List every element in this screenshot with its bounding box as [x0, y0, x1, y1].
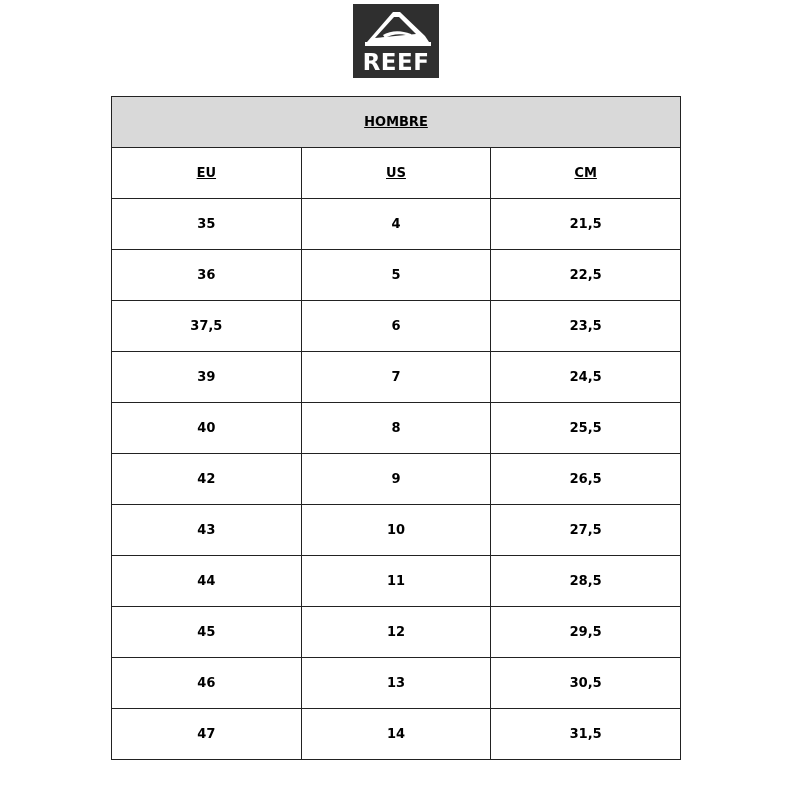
- cell-cm: 21,5: [491, 199, 681, 250]
- table-body: [112, 199, 681, 760]
- column-header-us: [301, 148, 491, 199]
- cell-us: 6: [301, 301, 491, 352]
- table-row: [112, 709, 681, 760]
- cell-cm: 25,5: [491, 403, 681, 454]
- cell-eu: 36: [112, 250, 302, 301]
- cell-cm: 22,5: [491, 250, 681, 301]
- column-header-eu-text: EU: [196, 165, 217, 181]
- cell-us: 9: [301, 454, 491, 505]
- table-row: [112, 403, 681, 454]
- cell-cm: 30,5: [491, 658, 681, 709]
- table-header-row: [112, 148, 681, 199]
- cell-us: 12: [301, 607, 491, 658]
- cell-us: 8: [301, 403, 491, 454]
- reef-wave-icon: [353, 4, 439, 50]
- cell-eu: 46: [112, 658, 302, 709]
- cell-eu: 43: [112, 505, 302, 556]
- cell-eu: 47: [112, 709, 302, 760]
- logo-wordmark: REEF: [362, 50, 430, 76]
- table-title-text: HOMBRE: [364, 114, 428, 130]
- cell-cm: 24,5: [491, 352, 681, 403]
- cell-eu: 35: [112, 199, 302, 250]
- table-row: [112, 658, 681, 709]
- table-row: [112, 352, 681, 403]
- table-row: [112, 301, 681, 352]
- table-title-row: [112, 97, 681, 148]
- cell-eu: 44: [112, 556, 302, 607]
- cell-eu: 45: [112, 607, 302, 658]
- table-row: [112, 454, 681, 505]
- column-header-eu: [112, 148, 302, 199]
- cell-cm: 29,5: [491, 607, 681, 658]
- cell-us: 4: [301, 199, 491, 250]
- column-header-us-text: US: [386, 165, 406, 181]
- table-row: [112, 199, 681, 250]
- cell-us: 11: [301, 556, 491, 607]
- reef-logo: [353, 4, 439, 78]
- table-row: [112, 250, 681, 301]
- cell-eu: 37,5: [112, 301, 302, 352]
- table-row: [112, 607, 681, 658]
- cell-cm: 23,5: [491, 301, 681, 352]
- cell-eu: 40: [112, 403, 302, 454]
- cell-cm: 28,5: [491, 556, 681, 607]
- cell-cm: 31,5: [491, 709, 681, 760]
- cell-us: 14: [301, 709, 491, 760]
- cell-eu: 42: [112, 454, 302, 505]
- cell-cm: 26,5: [491, 454, 681, 505]
- table-title: [112, 97, 681, 148]
- cell-us: 13: [301, 658, 491, 709]
- cell-us: 10: [301, 505, 491, 556]
- column-header-cm: [491, 148, 681, 199]
- cell-us: 7: [301, 352, 491, 403]
- cell-eu: 39: [112, 352, 302, 403]
- column-header-cm-text: CM: [574, 165, 597, 181]
- size-chart-table: [111, 96, 681, 760]
- table-row: [112, 505, 681, 556]
- cell-cm: 27,5: [491, 505, 681, 556]
- table-row: [112, 556, 681, 607]
- cell-us: 5: [301, 250, 491, 301]
